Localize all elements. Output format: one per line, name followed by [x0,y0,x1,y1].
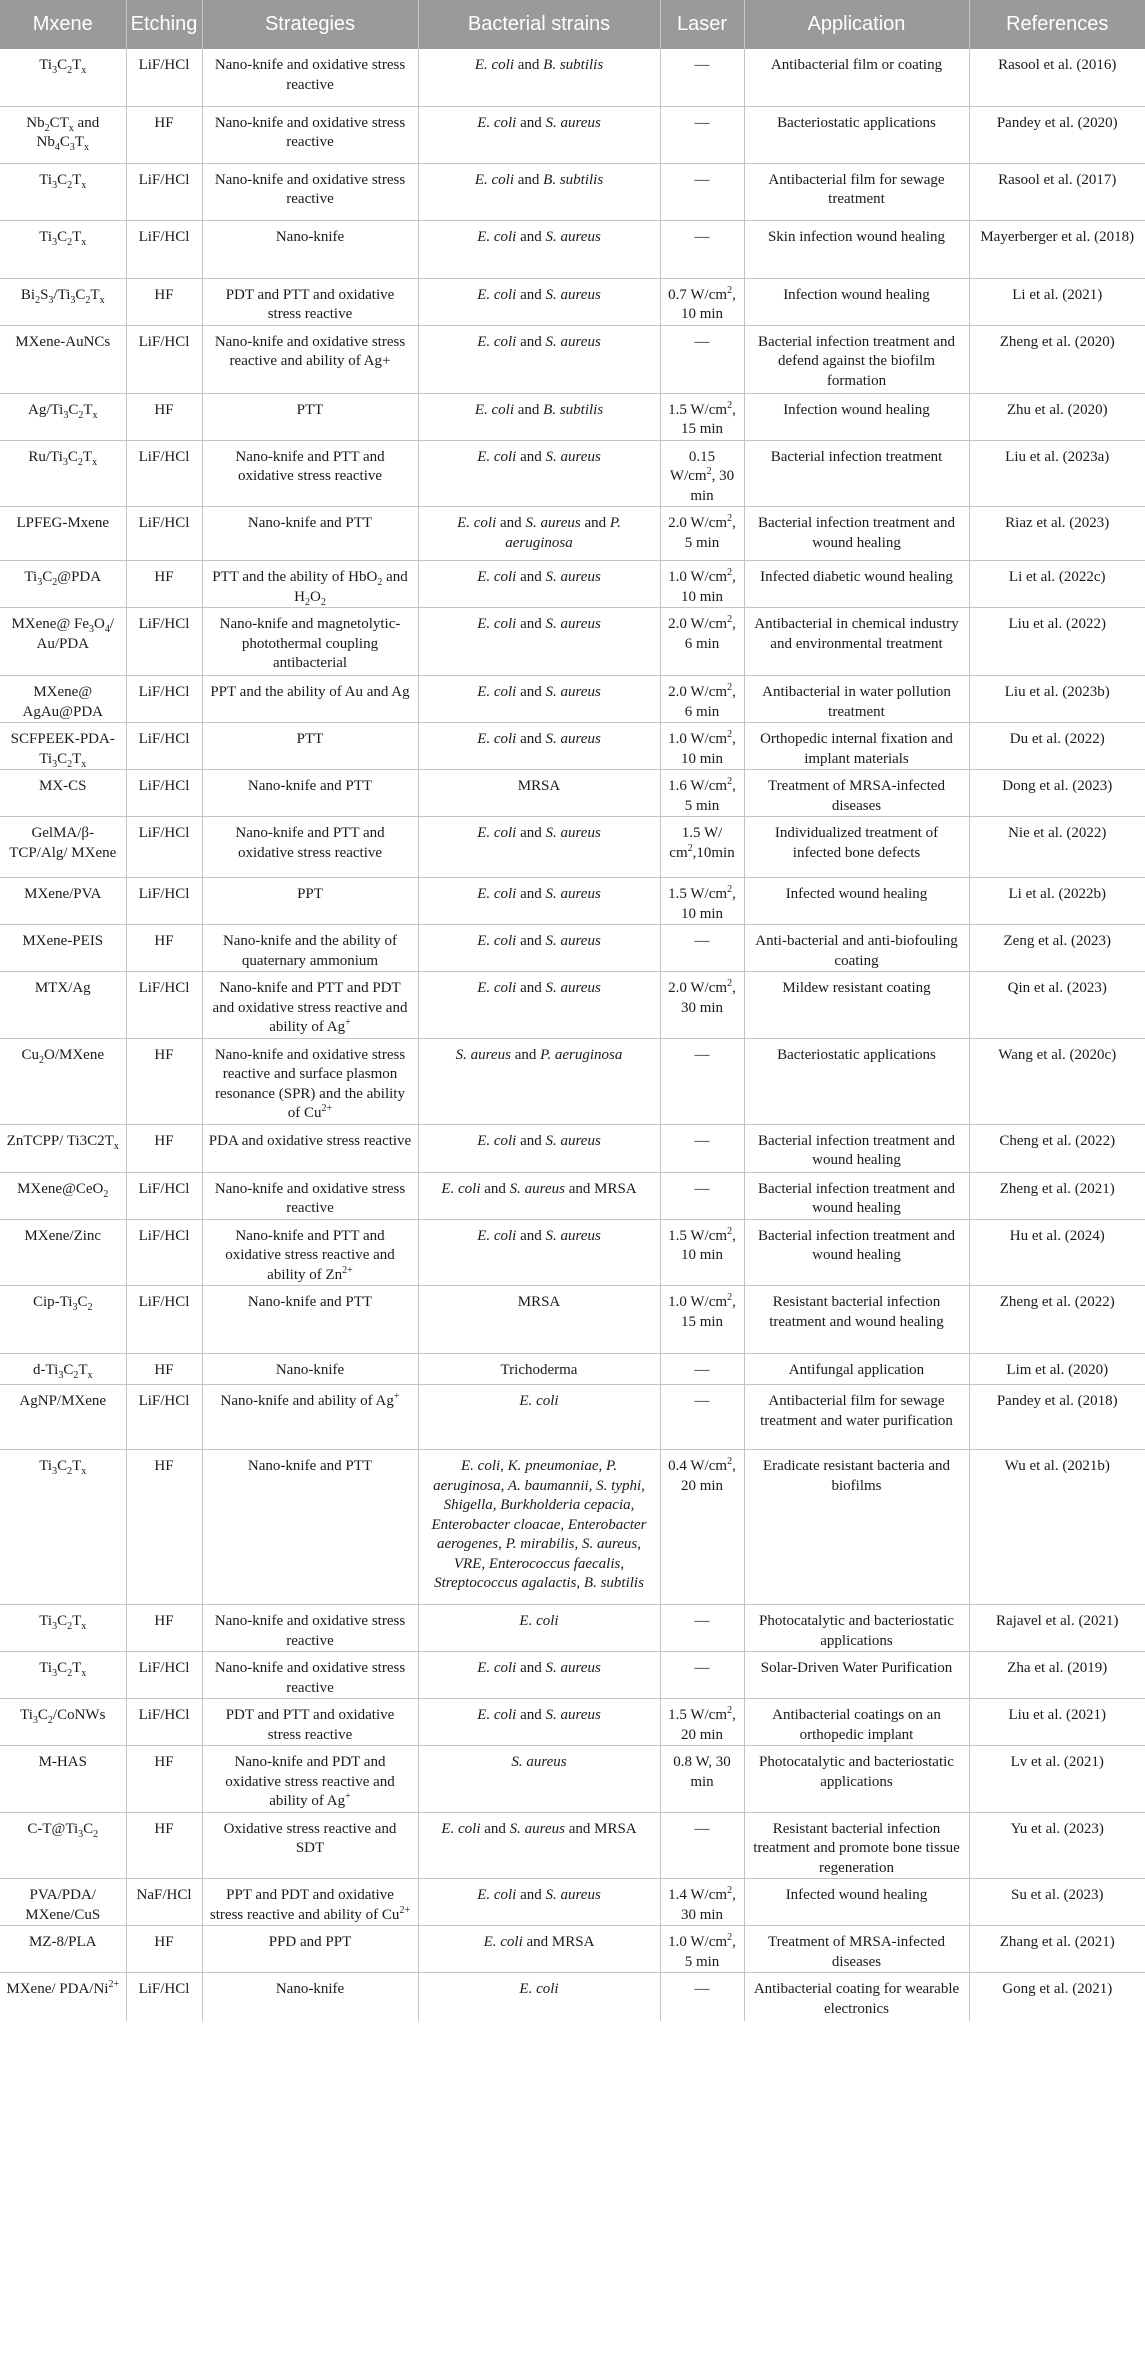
cell-application: Infection wound healing [744,278,969,325]
header-laser: Laser [660,0,744,49]
cell-application: Mildew resistant coating [744,972,969,1039]
table-row [0,817,1145,878]
cell-strategies: Nano-knife and the ability of quaternary ammonium [202,925,418,972]
cell-reference: Liu et al. (2022) [969,608,1145,676]
table-row [0,49,1145,106]
cell-etching: HF [126,393,202,440]
cell-application: Eradicate resistant bacteria and biofilms [744,1450,969,1605]
cell-strategies: PDA and oxidative stress reactive [202,1124,418,1172]
table-row [0,723,1145,770]
cell-mxene: MXene/PVA [0,878,126,925]
cell-strategies: Nano-knife and PTT and oxidative stress reactive and ability of $Zn^{2+}$ [202,1219,418,1286]
table-row [0,1385,1145,1450]
header-application: Application [744,0,969,49]
cell-laser: — [660,1172,744,1219]
table-row [0,1286,1145,1354]
cell-bacterial-strains: E. coli and S. aureus [418,925,660,972]
cell-reference: Lim et al. (2020) [969,1354,1145,1385]
cell-reference: Qin et al. (2023) [969,972,1145,1039]
cell-reference: Gong et al. (2021) [1002,1981,1113,1997]
cell-etching: HF [126,925,202,972]
cell-mxene: PVA/PDA/ MXene/CuS [0,1879,126,1926]
cell-etching: LiF/HCl [126,608,202,676]
cell-mxene: ZnTCPP/ $Ti3C2T_x$ [0,1124,126,1172]
cell-strategies: Nano-knife and oxidative stress reactive and surface plasmon resonance (SPR) and the ability of $Cu^{2+}$ [202,1038,418,1124]
cell-etching: LiF/HCl [126,723,202,770]
cell-mxene: $Ti_3C_2T_x$ [0,49,126,106]
cell-reference: Mayerberger et al. (2018) [969,220,1145,278]
cell-reference: Wu et al. (2021b) [969,1450,1145,1605]
cell-laser: — [660,1354,744,1385]
cell-reference: Rasool et al. (2017) [969,163,1145,220]
cell-strategies: Nano-knife and PDT and oxidative stress reactive and ability of Ag+ [202,1746,418,1813]
cell-strategies: Nano-knife and oxidative stress reactive and ability of Ag+ [202,325,418,393]
cell-strategies: Nano-knife and oxidative stress reactive [202,1652,418,1699]
table-row [0,1172,1145,1219]
cell-reference: Hu et al. (2024) [969,1219,1145,1286]
cell-bacterial-strains: E. coli [418,1605,660,1652]
cell-mxene: GelMA/β-TCP/Alg/ MXene [0,817,126,878]
table-row [0,561,1145,608]
cell-strategies: PPD and PPT [202,1926,418,1973]
cell-reference: Rajavel et al. (2021) [969,1605,1145,1652]
cell-laser: 1.0 $W/cm^2$, 10 min [660,561,744,608]
cell-application: Treatment of MRSA-infected diseases [744,770,969,817]
header-etching: Etching [126,0,202,49]
table-row [0,1652,1145,1699]
cell-application: Bacterial infection treatment and wound healing [744,1172,969,1219]
cell-bacterial-strains: E. coli and S. aureus [418,1124,660,1172]
table-row [0,925,1145,972]
cell-laser: — [660,1605,744,1652]
cell-strategies: Nano-knife and oxidative stress reactive [202,1605,418,1652]
cell-etching: HF [126,106,202,163]
table-row [0,1746,1145,1813]
cell-strategies: Oxidative stress reactive and SDT [202,1812,418,1879]
cell-bacterial-strains: Trichoderma [418,1354,660,1385]
cell-strategies: PDT and PTT and oxidative stress reactive [202,1699,418,1746]
cell-bacterial-strains: S. aureus [418,1746,660,1813]
cell-application: Bacterial infection treatment and wound healing [744,1124,969,1172]
table-row [0,972,1145,1039]
table-row [0,220,1145,278]
cell-bacterial-strains: S. aureus and P. aeruginosa [418,1038,660,1124]
cell-etching: HF [126,1812,202,1879]
cell-strategies: Nano-knife [202,1973,418,2021]
cell-bacterial-strains: E. coli and S. aureus and P. aeruginosa [418,507,660,561]
cell-application: Antibacterial film for sewage treatment [744,163,969,220]
cell-application: Infected wound healing [744,1879,969,1926]
cell-application: Antifungal application [744,1354,969,1385]
cell-application: Treatment of MRSA-infected diseases [744,1926,969,1973]
cell-mxene: MXene-AuNCs [0,325,126,393]
cell-reference: Cheng et al. (2022) [969,1124,1145,1172]
cell-bacterial-strains: E. coli and S. aureus [418,561,660,608]
cell-application: Bacterial infection treatment and wound healing [744,507,969,561]
cell-bacterial-strains: E. coli and S. aureus [418,972,660,1039]
cell-laser: — [660,1385,744,1450]
cell-application: Infected diabetic wound healing [744,561,969,608]
cell-mxene: MX-CS [0,770,126,817]
table-body [0,49,1145,2021]
cell-mxene: $Bi_2S_3/Ti_3C_2T_x$ [0,278,126,325]
table-row [0,1450,1145,1605]
cell-application: Resistant bacterial infection treatment and wound healing [744,1286,969,1354]
cell-mxene: $Ti_3C_2T_x$ [0,1652,126,1699]
cell-strategies: PPT and the ability of Au and Ag [202,676,418,723]
cell-bacterial-strains: E. coli and S. aureus and MRSA [418,1812,660,1879]
cell-application: Skin infection wound healing [744,220,969,278]
cell-reference: Rasool et al. (2016) [969,49,1145,106]
cell-mxene: AgNP/MXene [0,1385,126,1450]
cell-mxene: $d-Ti_3C_2T_x$ [0,1354,126,1385]
cell-etching: LiF/HCl [126,770,202,817]
table-row [0,1124,1145,1172]
cell-bacterial-strains: E. coli and S. aureus [418,106,660,163]
table-row [0,608,1145,676]
cell-etching: HF [126,1926,202,1973]
cell-laser: — [660,1652,744,1699]
cell-mxene: $Ti_3C_2T_x$ [0,1450,126,1605]
cell-application: Infected wound healing [744,878,969,925]
cell-etching: HF [126,561,202,608]
cell-laser: — [660,1973,744,2021]
cell-application: Bacterial infection treatment and defend against the biofilm formation [744,325,969,393]
cell-etching: LiF/HCl [126,1973,202,2021]
table-row [0,676,1145,723]
cell-application: Anti-bacterial and anti-biofouling coating [744,925,969,972]
cell-reference: Dong et al. (2023) [969,770,1145,817]
cell-reference: Yu et al. (2023) [969,1812,1145,1879]
table-row [0,1879,1145,1926]
cell-laser: 1.6 $W/cm^2$, 5 min [660,770,744,817]
cell-reference: Liu et al. (2023a) [969,440,1145,507]
table-row [0,1699,1145,1746]
cell-mxene: MXene@CeO$_2$ [0,1172,126,1219]
cell-application: Antibacterial film for sewage treatment and water purification [744,1385,969,1450]
cell-strategies: Nano-knife and PTT [202,1286,418,1354]
cell-bacterial-strains: E. coli and S. aureus [418,723,660,770]
cell-laser: — [660,49,744,106]
cell-strategies: Nano-knife and oxidative stress reactive [202,1172,418,1219]
cell-bacterial-strains: E. coli and S. aureus [418,440,660,507]
header-row [0,0,1145,49]
cell-bacterial-strains: E. coli and S. aureus [418,1699,660,1746]
cell-laser: — [660,106,744,163]
header-strategies: Strategies [202,0,418,49]
cell-application: Antibacterial film or coating [744,49,969,106]
cell-laser: — [660,1124,744,1172]
cell-etching: HF [126,1038,202,1124]
cell-etching: HF [126,1354,202,1385]
cell-bacterial-strains: E. coli and S. aureus [418,1219,660,1286]
table-row [0,1038,1145,1124]
cell-mxene: MTX/Ag [0,972,126,1039]
cell-laser: — [660,1038,744,1124]
cell-laser: 2.0 $W/cm^2$, 6 min [660,608,744,676]
cell-strategies: Nano-knife and PTT and PDT and oxidative stress reactive and ability of Ag+ [202,972,418,1039]
cell-strategies: PDT and PTT and oxidative stress reactive [202,278,418,325]
cell-bacterial-strains: E. coli and S. aureus [418,878,660,925]
cell-bacterial-strains: E. coli and S. aureus [418,676,660,723]
cell-reference: Nie et al. (2022) [969,817,1145,878]
cell-reference: Zhang et al. (2021) [969,1926,1145,1973]
cell-strategies: Nano-knife and ability of Ag+ [202,1385,418,1450]
cell-strategies: Nano-knife [202,220,418,278]
table-row [0,878,1145,925]
cell-etching: LiF/HCl [126,1652,202,1699]
cell-mxene: MXene-PEIS [0,925,126,972]
table-row [0,1219,1145,1286]
cell-application: Bacteriostatic applications [744,1038,969,1124]
cell-strategies: Nano-knife and PTT [202,1450,418,1605]
cell-mxene: $Cu_2O$/MXene [0,1038,126,1124]
cell-etching: LiF/HCl [126,1385,202,1450]
cell-application: Antibacterial in water pollution treatment [744,676,969,723]
cell-laser: — [660,1812,744,1879]
cell-bacterial-strains: E. coli and S. aureus and MRSA [418,1172,660,1219]
cell-bacterial-strains: E. coli and S. aureus [418,608,660,676]
cell-application: Individualized treatment of infected bone defects [744,817,969,878]
cell-mxene: $Ti_3C_2T_x$ [0,163,126,220]
cell-laser: 1.5 $W/cm^2$, 15 min [660,393,744,440]
cell-application: Bacterial infection treatment [744,440,969,507]
cell-etching: LiF/HCl [126,163,202,220]
cell-application: Photocatalytic and bacteriostatic applications [744,1746,969,1813]
cell-bacterial-strains: E. coli and B. subtilis [418,163,660,220]
cell-application: Antibacterial in chemical industry and environmental treatment [744,608,969,676]
cell-reference: Zheng et al. (2020) [969,325,1145,393]
table-row [0,507,1145,561]
cell-strategies: Nano-knife and PTT [202,770,418,817]
cell-mxene: MXene/Zinc [0,1219,126,1286]
cell-application: Antibacterial coating for wearable electronics [744,1973,969,2021]
cell-bacterial-strains: E. coli and S. aureus [418,325,660,393]
cell-strategies: Nano-knife and oxidative stress reactive [202,163,418,220]
table-row [0,163,1145,220]
table-row [0,106,1145,163]
cell-strategies: PTT and the ability of HbO$_2$ and $H_2O_2$ [202,561,418,608]
header-references: References [969,0,1145,49]
cell-strategies: Nano-knife and magnetolytic-photothermal coupling antibacterial [202,608,418,676]
cell-laser: 1.5 $W/cm^2$, 10 min [660,878,744,925]
cell-strategies: PTT [202,393,418,440]
cell-reference: Liu et al. (2021) [969,1699,1145,1746]
cell-reference: Zha et al. (2019) [969,1652,1145,1699]
cell-application: Bacterial infection treatment and wound healing [744,1219,969,1286]
cell-bacterial-strains: MRSA [418,770,660,817]
cell-bacterial-strains: MRSA [418,1286,660,1354]
cell-bacterial-strains: E. coli [418,1973,660,2021]
cell-application: Photocatalytic and bacteriostatic applications [744,1605,969,1652]
cell-reference: Li et al. (2021) [969,278,1145,325]
cell-laser: 1.0 $W/cm^2$, 15 min [660,1286,744,1354]
cell-laser: — [660,325,744,393]
cell-reference: Li et al. (2022c) [969,561,1145,608]
cell-etching: HF [126,1450,202,1605]
cell-laser: — [660,925,744,972]
header-bacterial-strains: Bacterial strains [418,0,660,49]
cell-mxene: Cip-$Ti_3C_2$ [0,1286,126,1354]
cell-laser: 1.5 $W/cm^2$, 20 min [660,1699,744,1746]
cell-bacterial-strains: E. coli and S. aureus [418,278,660,325]
cell-laser: 1.0 $W/cm^2$, 5 min [660,1926,744,1973]
cell-laser: 2.0 $W/cm^2$, 6 min [660,676,744,723]
cell-etching: LiF/HCl [126,507,202,561]
cell-strategies: Nano-knife and oxidative stress reactive [202,106,418,163]
cell-strategies: Nano-knife and PTT and oxidative stress reactive [202,817,418,878]
cell-etching: LiF/HCl [126,972,202,1039]
cell-mxene: MZ-8/PLA [0,1926,126,1973]
cell-etching: HF [126,1124,202,1172]
cell-reference: Lv et al. (2021) [969,1746,1145,1813]
cell-mxene: $Nb_2CT_x$ and $Nb_4C_3T_x$ [0,106,126,163]
cell-reference: Zheng et al. (2022) [969,1286,1145,1354]
table-row [0,1605,1145,1652]
cell-mxene: MXene@ AgAu@PDA [0,676,126,723]
cell-application: Bacteriostatic applications [744,106,969,163]
cell-etching: LiF/HCl [126,817,202,878]
cell-mxene: LPFEG-Mxene [0,507,126,561]
cell-reference: Pandey et al. (2020) [969,106,1145,163]
cell-etching: LiF/HCl [126,676,202,723]
cell-reference: Su et al. (2023) [969,1879,1145,1926]
cell-mxene: $Ru/Ti_3C_2T_x$ [0,440,126,507]
cell-bacterial-strains: E. coli [418,1385,660,1450]
cell-etching: LiF/HCl [126,440,202,507]
cell-reference: Zeng et al. (2023) [969,925,1145,972]
table-row [0,325,1145,393]
cell-bacterial-strains: E. coli, K. pneumoniae, P. aeruginosa, A. baumannii, S. typhi, Shigella, Burkholderia cepacia, Enterobacter cloacae, Enterobacter aerogenes, P. mirabilis, S. aureus, VRE, Enterococcus faecalis, Streptococcus agalactis, B. subtilis [418,1450,660,1605]
cell-strategies: Nano-knife [202,1354,418,1385]
table-row [0,440,1145,507]
cell-reference: Li et al. (2022b) [969,878,1145,925]
cell-mxene: MXene@ $Fe_3O_4/$ Au/PDA [0,608,126,676]
cell-bacterial-strains: E. coli and S. aureus [418,1879,660,1926]
table-row [0,1354,1145,1385]
cell-laser: 1.5 W/ $cm^2,10\min$ [660,817,744,878]
cell-bacterial-strains: E. coli and B. subtilis [418,393,660,440]
cell-etching: HF [126,1605,202,1652]
table-row [0,770,1145,817]
cell-laser: 1.5 $W/cm^2$, 10 min [660,1219,744,1286]
cell-bacterial-strains: E. coli and S. aureus [418,817,660,878]
cell-reference: Wang et al. (2020c) [969,1038,1145,1124]
table-row [0,1926,1145,1973]
cell-mxene: M-HAS [0,1746,126,1813]
cell-laser: 1.0 $W/cm^2$, 10 min [660,723,744,770]
cell-etching: LiF/HCl [126,1699,202,1746]
cell-laser: — [660,220,744,278]
cell-bacterial-strains: E. coli and MRSA [418,1926,660,1973]
cell-etching: NaF/HCl [126,1879,202,1926]
cell-bacterial-strains: E. coli and B. subtilis [418,49,660,106]
table-row [0,393,1145,440]
cell-laser: — [660,163,744,220]
cell-mxene: MXene/ PDA/$Ni^{2+}$ [0,1973,126,2021]
cell-laser: 2.0 $W/cm^2$, 5 min [660,507,744,561]
cell-laser: 0.15 $W/cm^2$, 30 min [660,440,744,507]
cell-mxene: $Ti_3C_2@PDA$ [0,561,126,608]
cell-etching: LiF/HCl [126,220,202,278]
table-row [0,1973,1145,2021]
cell-mxene: $Ti_3C_2T_x$ [0,1605,126,1652]
cell-etching: HF [126,278,202,325]
cell-laser: 0.8 W, 30 min [660,1746,744,1813]
cell-reference: Liu et al. (2023b) [969,676,1145,723]
cell-laser: 0.4 $W/cm^2$, 20 min [660,1450,744,1605]
cell-application: Orthopedic internal fixation and implant materials [744,723,969,770]
table-row [0,1812,1145,1879]
cell-mxene: $Ag/Ti_3C_2T_x$ [0,393,126,440]
header-mxene: Mxene [0,0,126,49]
cell-mxene: $Ti_3C_2$/CoNWs [0,1699,126,1746]
cell-reference: Du et al. (2022) [969,723,1145,770]
cell-mxene: $Ti_3C_2T_x$ [0,220,126,278]
cell-laser: 0.7 $W/cm^2$, 10 min [660,278,744,325]
cell-mxene: SCFPEEK-$PDA-Ti_3C_2T_x$ [0,723,126,770]
cell-etching: LiF/HCl [126,325,202,393]
cell-reference: Pandey et al. (2018) [969,1385,1145,1450]
cell-etching: HF [126,1746,202,1813]
cell-strategies: PPT [202,878,418,925]
cell-etching: LiF/HCl [126,1172,202,1219]
table-row [0,278,1145,325]
cell-reference: Riaz et al. (2023) [969,507,1145,561]
cell-strategies: PPT and PDT and oxidative stress reactive and ability of $Cu^{2+}$ [202,1879,418,1926]
cell-bacterial-strains: E. coli and S. aureus [418,1652,660,1699]
cell-bacterial-strains: E. coli and S. aureus [418,220,660,278]
cell-mxene: $C-T@Ti_3C_2$ [0,1812,126,1879]
cell-application: Infection wound healing [744,393,969,440]
cell-strategies: Nano-knife and oxidative stress reactive [202,49,418,106]
cell-reference: Zheng et al. (2021) [969,1172,1145,1219]
cell-etching: LiF/HCl [126,1286,202,1354]
cell-strategies: Nano-knife and PTT [202,507,418,561]
cell-application: Solar-Driven Water Purification [744,1652,969,1699]
cell-strategies: PTT [202,723,418,770]
cell-reference: Zhu et al. (2020) [969,393,1145,440]
cell-etching: LiF/HCl [126,1219,202,1286]
cell-application: Antibacterial coatings on an orthopedic implant [744,1699,969,1746]
cell-application: Resistant bacterial infection treatment and promote bone tissue regeneration [744,1812,969,1879]
cell-laser: 1.4 $W/cm^2$, 30 min [660,1879,744,1926]
cell-etching: LiF/HCl [126,878,202,925]
cell-laser: 2.0 $W/cm^2$, 30 min [660,972,744,1039]
cell-strategies: Nano-knife and PTT and oxidative stress reactive [202,440,418,507]
cell-etching: LiF/HCl [126,49,202,106]
